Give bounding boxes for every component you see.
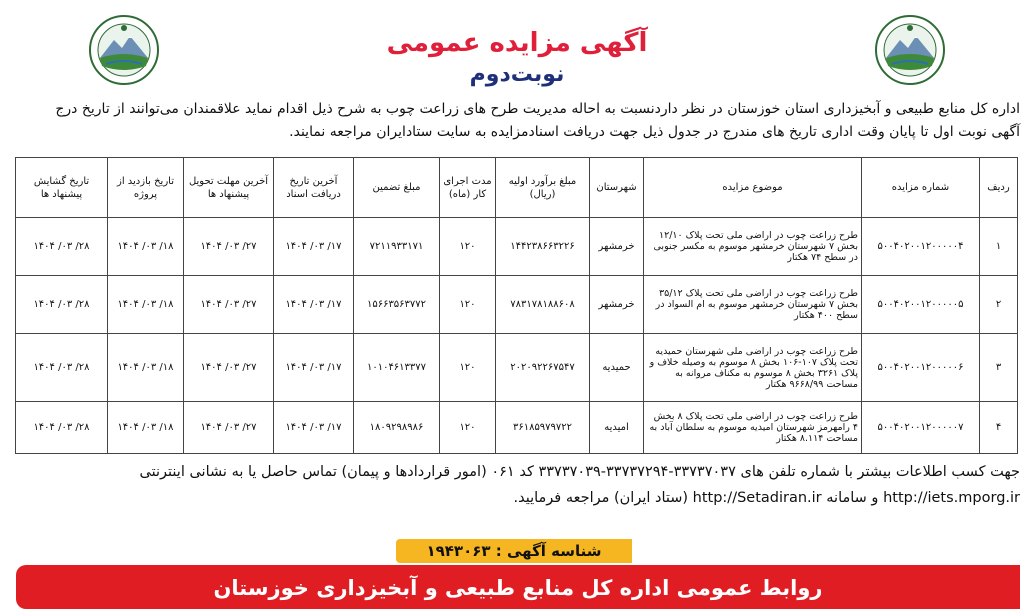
intro-paragraph: [14, 98, 1020, 144]
header-opening-date: تاریخ گشایش پیشنهاد ها: [16, 158, 108, 218]
cell-opening-date: ۲۸/ ۰۳/ ۱۴۰۴: [16, 276, 108, 334]
intro-line-1: اداره کل منابع طبیعی و آبخیزداری استان خوزستان در نظر داردنسبت به احاله مدیریت طرح های زراعت چوب به شرح ذیل اقدام نماید علاقمندان می‌توانند از تاریخ درج: [55, 101, 1020, 117]
page-title: آگهی مزایده عمومی: [386, 28, 648, 58]
header-offer-deadline: آخرین مهلت تحویل پیشنهاد ها: [184, 158, 274, 218]
cell-city: خرمشهر: [590, 218, 644, 276]
cell-row-no: ۴: [980, 402, 1018, 454]
cell-estimate: ۱۴۴۲۳۸۶۶۳۲۲۶: [496, 218, 590, 276]
cell-subject: طرح زراعت چوب در اراضی ملی تحت پلاک ۱۲/۱۰ بخش ۷ شهرستان خرمشهر موسوم به مکسر جنوبی در سطح ۷۴ هکتار: [644, 218, 862, 276]
cell-city: حمیدیه: [590, 334, 644, 402]
cell-doc-deadline: ۱۷/ ۰۳/ ۱۴۰۴: [274, 218, 354, 276]
cell-auction-no: ۵۰۰۴۰۲۰۰۱۲۰۰۰۰۰۷: [862, 402, 980, 454]
header-city: شهرستان: [590, 158, 644, 218]
cell-doc-deadline: ۱۷/ ۰۳/ ۱۴۰۴: [274, 276, 354, 334]
cell-estimate: ۳۶۱۸۵۹۷۹۷۲۲: [496, 402, 590, 454]
header-subject: موضوع مزایده: [644, 158, 862, 218]
contact-paragraph: [14, 459, 1020, 511]
cell-offer-deadline: ۲۷/ ۰۳/ ۱۴۰۴: [184, 218, 274, 276]
cell-row-no: ۲: [980, 276, 1018, 334]
auction-table: [15, 157, 1018, 454]
and-system-text: و سامانه: [821, 490, 884, 506]
table-row: [16, 276, 1018, 334]
header-auction-no: شماره مزایده: [862, 158, 980, 218]
cell-doc-deadline: ۱۷/ ۰۳/ ۱۴۰۴: [274, 402, 354, 454]
table-row: [16, 402, 1018, 454]
cell-offer-deadline: ۲۷/ ۰۳/ ۱۴۰۴: [184, 276, 274, 334]
cell-guarantee: ۱۰۱۰۴۶۱۳۳۷۷: [354, 334, 440, 402]
cell-row-no: ۳: [980, 334, 1018, 402]
cell-duration: ۱۲۰: [440, 276, 496, 334]
cell-doc-deadline: ۱۷/ ۰۳/ ۱۴۰۴: [274, 334, 354, 402]
cell-offer-deadline: ۲۷/ ۰۳/ ۱۴۰۴: [184, 402, 274, 454]
cell-subject: طرح زراعت چوب در اراضی ملی شهرستان حمیدیه تحت پلاک ۱۰۷-۱۰۶ بخش ۸ موسوم به وصیله خلاف و پلاک ۳۲۶۱ بخش ۸ موسوم به مکناف مروانه به مساحت ۹۶۶۸/۹۹ هکتار: [644, 334, 862, 402]
cell-duration: ۱۲۰: [440, 218, 496, 276]
setadiran-link[interactable]: http://Setadiran.ir: [692, 490, 822, 506]
table-row: [16, 218, 1018, 276]
cell-duration: ۱۲۰: [440, 402, 496, 454]
cell-visit-date: ۱۸/ ۰۳/ ۱۴۰۴: [108, 402, 184, 454]
cell-guarantee: ۱۸۰۹۲۹۸۹۸۶: [354, 402, 440, 454]
contact-line-2: [14, 485, 1020, 511]
cell-guarantee: ۱۵۶۶۳۵۶۳۷۷۲: [354, 276, 440, 334]
cell-subject: طرح زراعت چوب در اراضی ملی تحت پلاک ۸ بخش ۴ رامهرمز شهرستان امیدیه موسوم به سلطان آباد به مساحت ۸.۱۱۴ هکتار: [644, 402, 862, 454]
intro-line-2: آگهی نوبت اول تا پایان وقت اداری تاریخ های مندرج در جدول ذیل جهت دریافت اسنادمزایده به سایت ستادایران مراجعه نمایند.: [289, 124, 1020, 140]
cell-offer-deadline: ۲۷/ ۰۳/ ۱۴۰۴: [184, 334, 274, 402]
iets-link[interactable]: http://iets.mporg.ir: [883, 490, 1020, 506]
cell-visit-date: ۱۸/ ۰۳/ ۱۴۰۴: [108, 276, 184, 334]
footer-text: روابط عمومی اداره کل منابع طبیعی و آبخیزداری خوزستان: [213, 576, 823, 600]
header-guarantee: مبلغ تضمین: [354, 158, 440, 218]
cell-duration: ۱۲۰: [440, 334, 496, 402]
header-row-no: ردیف: [980, 158, 1018, 218]
contact-tail-text: (ستاد ایران) مراجعه فرمایید.: [513, 490, 693, 506]
cell-opening-date: ۲۸/ ۰۳/ ۱۴۰۴: [16, 402, 108, 454]
table-row: [16, 334, 1018, 402]
cell-estimate: ۷۸۳۱۷۸۱۸۸۶۰۸: [496, 276, 590, 334]
ad-id-badge: شناسه آگهی : ۱۹۴۳۰۶۳: [396, 539, 632, 563]
cell-opening-date: ۲۸/ ۰۳/ ۱۴۰۴: [16, 334, 108, 402]
header-estimate: مبلغ برآورد اولیه (ریال): [496, 158, 590, 218]
header-doc-deadline: آخرین تاریخ دریافت اسناد: [274, 158, 354, 218]
page-subtitle: نوبت‌دوم: [469, 62, 565, 87]
cell-subject: طرح زراعت چوب در اراضی ملی تحت پلاک ۳۵/۱۲ بخش ۷ شهرستان خرمشهر موسوم به ام السواد در سطح ۴۰۰ هکتار: [644, 276, 862, 334]
cell-auction-no: ۵۰۰۴۰۲۰۰۱۲۰۰۰۰۰۶: [862, 334, 980, 402]
cell-estimate: ۲۰۲۰۹۲۲۶۷۵۴۷: [496, 334, 590, 402]
table-header-row: [16, 158, 1018, 218]
contact-line-1: جهت کسب اطلاعات بیشتر با شماره تلفن های ۳۳۷۳۷۰۳۷-۳۳۷۳۷۲۹۴-۳۳۷۳۷۰۳۹ کد ۰۶۱ (امور قراردادها و پیمان) تماس حاصل یا به نشانی اینترنتی: [139, 464, 1020, 480]
cell-opening-date: ۲۸/ ۰۳/ ۱۴۰۴: [16, 218, 108, 276]
cell-visit-date: ۱۸/ ۰۳/ ۱۴۰۴: [108, 218, 184, 276]
cell-visit-date: ۱۸/ ۰۳/ ۱۴۰۴: [108, 334, 184, 402]
cell-guarantee: ۷۲۱۱۹۳۳۱۷۱: [354, 218, 440, 276]
header-visit-date: تاریخ بازدید از پروژه: [108, 158, 184, 218]
header-duration: مدت اجرای کار (ماه): [440, 158, 496, 218]
cell-city: خرمشهر: [590, 276, 644, 334]
cell-city: امیدیه: [590, 402, 644, 454]
cell-auction-no: ۵۰۰۴۰۲۰۰۱۲۰۰۰۰۰۵: [862, 276, 980, 334]
cell-auction-no: ۵۰۰۴۰۲۰۰۱۲۰۰۰۰۰۴: [862, 218, 980, 276]
cell-row-no: ۱: [980, 218, 1018, 276]
